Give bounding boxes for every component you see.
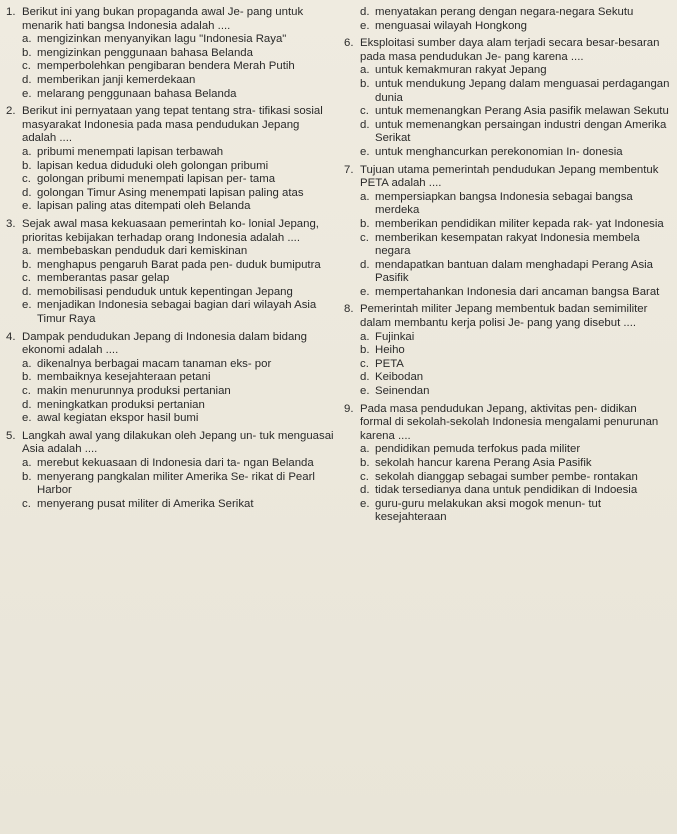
answer-option (344, 259, 671, 286)
option-letter: a. (360, 330, 370, 343)
answer-option (344, 331, 671, 345)
question-text: Sejak awal masa kekuasaan pemerintah ko- lonial Jepang, prioritas kebijakan terhadap orang Indonesia adalah .... (22, 217, 319, 244)
option-text: tidak tersedianya dana untuk pendidikan di Indoesia (375, 484, 638, 497)
option-text: memobilisasi penduduk untuk kepentingan Jepang (37, 285, 293, 298)
question-spacer (6, 214, 336, 217)
answer-option (344, 191, 671, 218)
option-text: lapisan paling atas ditempati oleh Belanda (37, 200, 251, 213)
answer-option (6, 457, 336, 471)
option-text: mempersiapkan bangsa Indonesia sebagai bangsa merdeka (375, 190, 633, 217)
answer-option (344, 146, 671, 160)
option-text: memberikan janji kemerdekaan (37, 73, 196, 86)
option-text: mempertahankan Indonesia dari ancaman bangsa Barat (375, 285, 660, 298)
option-text: menyerang pusat militer di Amerika Serikat (37, 497, 254, 510)
question-text: Tujuan utama pemerintah pendudukan Jepang membentuk PETA adalah .... (360, 163, 659, 190)
option-text: membebaskan penduduk dari kemiskinan (37, 245, 248, 258)
option-text: untuk memenangkan Perang Asia pasifik melawan Sekutu (375, 105, 669, 118)
option-letter: e. (22, 200, 32, 213)
option-letter: c. (22, 173, 31, 186)
answer-option (6, 33, 336, 47)
option-text: menjadikan Indonesia sebagai bagian dari wilayah Asia Timur Raya (37, 299, 317, 326)
question-2 (6, 105, 336, 217)
answer-option (344, 218, 671, 232)
option-text: mengizinkan penggunaan bahasa Belanda (37, 46, 253, 59)
option-letter: d. (22, 73, 32, 86)
option-text: dikenalnya berbagai macam tanaman eks- por (37, 357, 272, 370)
option-letter: c. (22, 272, 31, 285)
option-list (6, 146, 336, 214)
answer-option (6, 412, 336, 426)
option-list (6, 245, 336, 327)
option-text: Seinendan (375, 385, 430, 398)
option-text: guru-guru melakukan aksi mogok menun- tut kesejahteraan (375, 497, 602, 524)
option-letter: d. (22, 398, 32, 411)
option-text: melarang penggunaan bahasa Belanda (37, 87, 237, 100)
question-text: Eksploitasi sumber daya alam terjadi secara besar-besaran pada masa pendudukan Je- pang karena .... (360, 37, 660, 63)
option-letter: d. (360, 484, 370, 497)
option-letter: e. (22, 299, 32, 312)
option-letter: c. (360, 357, 369, 370)
option-text: pribumi menempati lapisan terbawah (37, 145, 224, 158)
question-5 (6, 430, 336, 515)
option-text: golongan Timur Asing menempati lapisan paling atas (37, 186, 304, 199)
question-number: 4. (6, 330, 16, 343)
option-letter: b. (22, 159, 32, 172)
answer-option (344, 358, 671, 372)
answer-option (344, 64, 671, 78)
option-text: menguasai wilayah Hongkong (375, 19, 527, 32)
option-letter: a. (22, 145, 32, 158)
question-text: Langkah awal yang dilakukan oleh Jepang un- tuk menguasai Asia adalah .... (22, 429, 334, 456)
answer-option (344, 498, 671, 525)
answer-option (6, 88, 336, 102)
option-text: untuk mendukung Jepang dalam menguasai perdagangan dunia (375, 77, 670, 104)
option-letter: a. (22, 457, 32, 469)
question-stem (344, 303, 671, 330)
answer-option (344, 105, 671, 119)
question-cont (344, 6, 671, 36)
option-letter: b. (22, 371, 32, 384)
option-text: memberikan pendidikan militer kepada rak- yat Indonesia (375, 217, 664, 230)
answer-option (6, 286, 336, 300)
option-text: menyerang pangkalan militer Amerika Se- rikat di Pearl Harbor (37, 470, 315, 497)
right-column (344, 6, 671, 529)
answer-option (344, 119, 671, 146)
question-text: Berikut ini yang bukan propaganda awal Je- pang untuk menarik hati bangsa Indonesia adalah .... (22, 6, 304, 32)
answer-option (6, 399, 336, 413)
option-letter: d. (360, 371, 370, 384)
question-spacer (6, 426, 336, 429)
question-7 (344, 164, 671, 303)
option-letter: e. (22, 87, 32, 100)
answer-option (6, 272, 336, 286)
answer-option (344, 286, 671, 300)
answer-option (6, 47, 336, 61)
answer-option (6, 471, 336, 498)
option-text: membaiknya kesejahteraan petani (37, 371, 211, 384)
option-list (344, 64, 671, 159)
answer-option (6, 498, 336, 512)
option-letter: e. (360, 385, 370, 398)
option-letter: a. (22, 245, 32, 258)
question-number: 2. (6, 105, 16, 118)
option-text: memberikan kesempatan rakyat Indonesia membela negara (375, 231, 640, 258)
option-list (6, 457, 336, 511)
question-spacer (344, 160, 671, 163)
option-letter: e. (360, 285, 370, 298)
option-text: lapisan kedua diduduki oleh golongan pribumi (37, 159, 269, 172)
question-stem (6, 218, 336, 245)
question-text: Berikut ini pernyataan yang tepat tentang stra- tifikasi sosial masyarakat Indonesia pada masa pendudukan Jepang adalah .... (22, 105, 323, 145)
answer-option (6, 74, 336, 88)
option-letter: e. (360, 497, 370, 510)
answer-option (344, 232, 671, 259)
answer-option (344, 484, 671, 498)
question-spacer (6, 327, 336, 330)
answer-option (6, 173, 336, 187)
question-spacer (344, 525, 671, 528)
option-text: merebut kekuasaan di Indonesia dari ta- ngan Belanda (37, 457, 314, 469)
question-text: Dampak pendudukan Jepang di Indonesia dalam bidang ekonomi adalah .... (22, 330, 307, 357)
answer-option (6, 200, 336, 214)
option-text: sekolah dianggap sebagai sumber pembe- rontakan (375, 470, 638, 483)
option-letter: d. (360, 258, 370, 271)
answer-option (6, 245, 336, 259)
question-number: 5. (6, 429, 16, 442)
option-list (344, 6, 671, 33)
question-stem (6, 430, 336, 457)
option-text: awal kegiatan ekspor hasil bumi (37, 412, 199, 425)
question-9 (344, 403, 671, 528)
option-text: sekolah hancur karena Perang Asia Pasifik (375, 457, 592, 469)
answer-option (6, 371, 336, 385)
option-text: menyatakan perang dengan negara-negara Sekutu (375, 6, 634, 18)
option-text: makin menurunnya produksi pertanian (37, 385, 231, 398)
question-number: 8. (344, 303, 354, 316)
option-letter: b. (22, 470, 32, 483)
answer-option (344, 6, 671, 20)
option-text: golongan pribumi menempati lapisan per- tama (37, 173, 276, 186)
question-stem (344, 37, 671, 64)
question-3 (6, 218, 336, 330)
answer-option (344, 371, 671, 385)
option-letter: e. (360, 19, 370, 32)
option-text: Heiho (375, 344, 405, 357)
answer-option (344, 385, 671, 399)
question-6 (344, 37, 671, 162)
option-letter: a. (22, 33, 32, 46)
option-letter: d. (22, 186, 32, 199)
answer-option (6, 146, 336, 160)
answer-option (6, 160, 336, 174)
option-letter: a. (22, 357, 32, 370)
option-list (344, 191, 671, 300)
option-text: untuk menghancurkan perekonomian In- donesia (375, 145, 623, 158)
option-text: mengizinkan menyanyikan lagu "Indonesia Raya" (37, 33, 287, 46)
answer-option (6, 299, 336, 326)
question-spacer (344, 33, 671, 36)
answer-option (344, 471, 671, 485)
option-text: untuk memenangkan persaingan industri dengan Amerika Serikat (375, 118, 667, 145)
option-letter: b. (360, 217, 370, 230)
question-stem (6, 6, 336, 33)
option-letter: c. (22, 497, 31, 510)
answer-option (6, 259, 336, 273)
option-letter: c. (22, 60, 31, 73)
option-text: mendapatkan bantuan dalam menghadapi Perang Asia Pasifik (375, 258, 654, 285)
option-letter: c. (360, 105, 369, 118)
answer-option (6, 187, 336, 201)
question-4 (6, 331, 336, 429)
option-letter: d. (22, 285, 32, 298)
question-number: 3. (6, 217, 16, 230)
answer-option (344, 443, 671, 457)
question-spacer (6, 511, 336, 514)
answer-option (344, 344, 671, 358)
option-letter: d. (360, 118, 370, 131)
question-spacer (6, 101, 336, 104)
option-list (344, 331, 671, 399)
answer-option (344, 457, 671, 471)
option-text: PETA (375, 357, 404, 370)
question-number: 1. (6, 6, 16, 18)
option-letter: b. (22, 46, 32, 59)
option-letter: a. (360, 64, 370, 77)
question-number: 7. (344, 163, 354, 176)
option-letter: b. (360, 77, 370, 90)
question-number: 9. (344, 402, 354, 415)
option-letter: a. (360, 190, 370, 203)
question-spacer (344, 399, 671, 402)
question-1 (6, 6, 336, 104)
option-letter: e. (360, 145, 370, 158)
option-letter: d. (360, 6, 370, 18)
option-letter: b. (360, 344, 370, 357)
answer-option (344, 78, 671, 105)
question-8 (344, 303, 671, 401)
option-letter: c. (360, 470, 369, 483)
answer-option (6, 60, 336, 74)
option-text: Keibodan (375, 371, 424, 384)
question-stem (6, 331, 336, 358)
option-list (6, 358, 336, 426)
answer-option (344, 20, 671, 34)
question-stem (6, 105, 336, 146)
option-letter: a. (360, 443, 370, 456)
option-letter: b. (22, 258, 32, 271)
answer-option (6, 358, 336, 372)
option-list (344, 443, 671, 525)
option-text: meningkatkan produksi pertanian (37, 398, 205, 411)
question-number: 6. (344, 37, 354, 50)
question-stem (344, 403, 671, 444)
option-text: Fujinkai (375, 330, 415, 343)
question-text: Pada masa pendudukan Jepang, aktivitas pen- didikan formal di sekolah-sekolah Indonesia mengalami penurunan karena .... (360, 402, 659, 442)
question-text: Pemerintah militer Jepang membentuk badan semimiliter dalam membantu kerja polisi Je- pang yang disebut .... (360, 303, 648, 330)
answer-option (6, 385, 336, 399)
option-text: memperbolehkan pengibaran bendera Merah Putih (37, 60, 295, 73)
option-list (6, 33, 336, 101)
question-spacer (344, 299, 671, 302)
option-text: memberantas pasar gelap (37, 272, 170, 285)
question-stem (344, 164, 671, 191)
option-letter: b. (360, 457, 370, 469)
option-text: untuk kemakmuran rakyat Jepang (375, 64, 547, 77)
option-letter: e. (22, 412, 32, 425)
option-text: pendidikan pemuda terfokus pada militer (375, 443, 581, 456)
option-letter: c. (22, 385, 31, 398)
option-letter: c. (360, 231, 369, 244)
left-column (6, 6, 336, 515)
option-text: menghapus pengaruh Barat pada pen- duduk bumiputra (37, 258, 321, 271)
